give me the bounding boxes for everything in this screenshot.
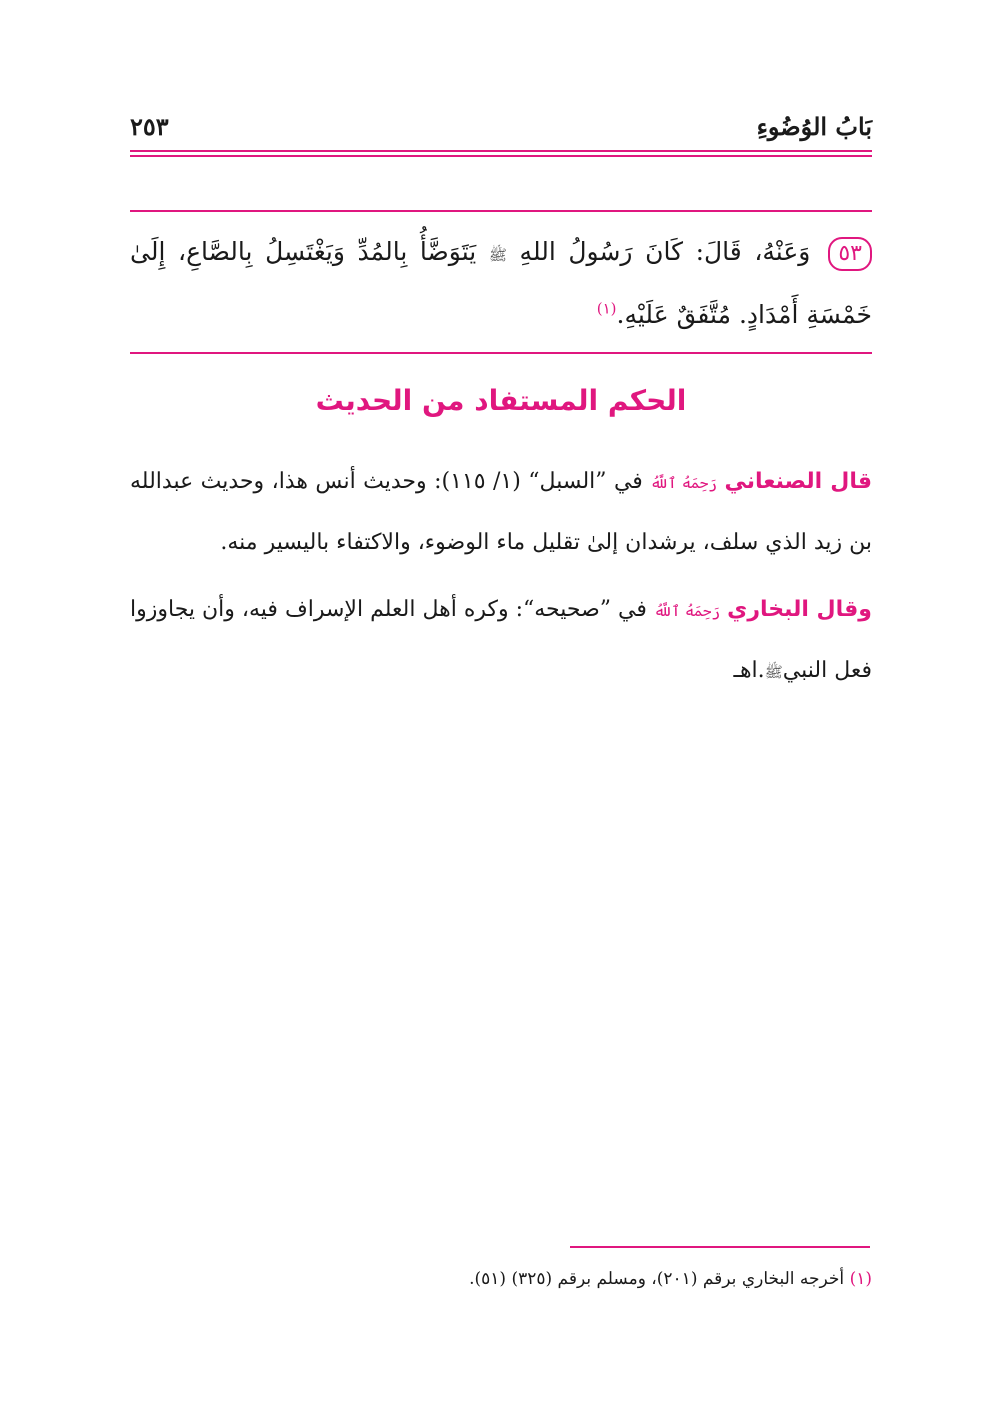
footnote-text: أخرجه البخاري برقم (٢٠١)، ومسلم برقم (٣٢٥) (٥١). xyxy=(469,1269,845,1289)
salla-glyph: ﷺ xyxy=(764,663,783,681)
paragraph-text: في ”صحيحه“: وكره أهل العلم الإسراف فيه، وأن يجاوزوا فعل النبي xyxy=(130,597,872,683)
header-rule-top xyxy=(130,150,872,152)
paragraph-bukhari xyxy=(130,580,872,702)
paragraph-sanani xyxy=(130,452,872,573)
chapter-title: بَابُ الوُضُوءِ xyxy=(756,112,872,141)
honorific-glyph: رَحِمَهُ ٱللَّهُ xyxy=(650,474,718,492)
hadith-text-block xyxy=(130,222,872,345)
footnote xyxy=(130,1264,872,1294)
hadith-rule-bottom xyxy=(130,352,872,354)
salla-glyph: ﷺ xyxy=(488,246,507,264)
hadith-text-part2: يَتَوَضَّأُ بِالمُدِّ وَيَغْتَسِلُ بِالصَّاعِ، إِلَىٰ خَمْسَةِ أَمْدَادٍ. مُتَّفَقٌ عَلَيْهِ. xyxy=(130,237,872,329)
page-header xyxy=(130,112,872,148)
scholar-name-bukhari: وقال البخاري xyxy=(727,597,872,622)
hadith-text-part1: وَعَنْهُ، قَالَ: كَانَ رَسُولُ اللهِ xyxy=(519,237,811,266)
footnote-separator xyxy=(570,1246,870,1248)
page-number: ٢٥٣ xyxy=(130,112,169,141)
hadith-rule-top xyxy=(130,210,872,212)
honorific-glyph: رَحِمَهُ ٱللَّهُ xyxy=(653,602,721,620)
paragraph-text-end: .اهـ xyxy=(733,658,765,683)
hadith-number-badge: ٥٣ xyxy=(828,237,872,271)
footnote-number: (١) xyxy=(849,1269,872,1289)
header-rule-bottom xyxy=(130,155,872,157)
scholar-name-sanani: قال الصنعاني xyxy=(724,469,873,494)
paragraph-text: في ”السبل“ (١/ ١١٥): وحديث أنس هذا، وحديث عبدالله بن زيد الذي سلف، يرشدان إلىٰ تقليل ماء الوضوء، والاكتفاء باليسير منه. xyxy=(130,469,872,555)
footnote-reference[interactable]: (١) xyxy=(596,299,617,318)
section-heading: الحكم المستفاد من الحديث xyxy=(315,384,687,417)
